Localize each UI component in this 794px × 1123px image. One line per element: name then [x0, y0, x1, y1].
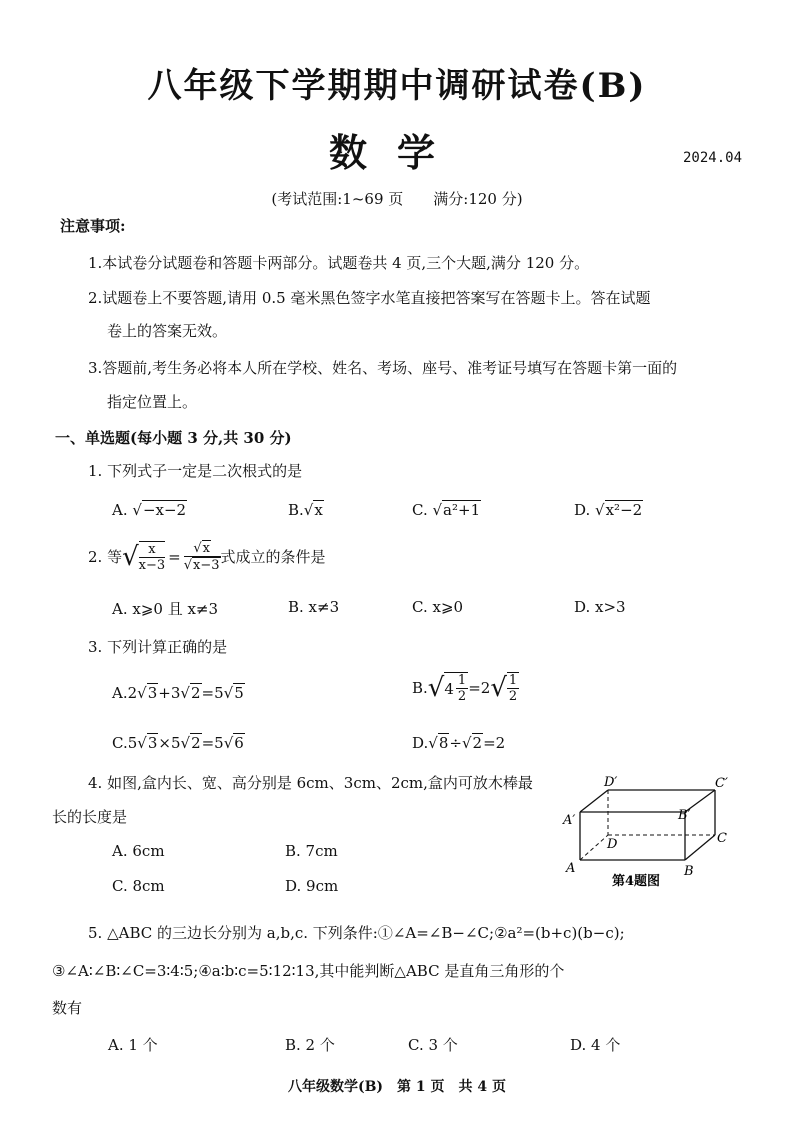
- label-c: C: [717, 831, 727, 846]
- q5-line3: 数有: [52, 999, 83, 1017]
- q1-option-d: D. √x²−2: [574, 501, 643, 519]
- notice-item-3-cont: 指定位置上。: [107, 393, 198, 411]
- q5-line2: ③∠A∶∠B∶∠C=3∶4∶5;④a∶b∶c=5∶12∶13,其中能判断△ABC 是直角三角形的个: [52, 962, 565, 980]
- radicand: a²+1: [443, 501, 481, 519]
- notice-heading: 注意事项:: [60, 217, 126, 235]
- q4-line1: 4. 如图,盒内长、宽、高分别是 6cm、3cm、2cm,盒内可放木棒最: [88, 774, 533, 792]
- q4-option-c: C. 8cm: [112, 877, 165, 895]
- notice-item-2-cont: 卷上的答案无效。: [107, 322, 228, 340]
- page-footer: 八年级数学(B) 第 1 页 共 4 页: [287, 1079, 507, 1095]
- q4-option-b: B. 7cm: [285, 842, 338, 860]
- q2-prefix: 2. 等: [88, 548, 123, 566]
- q4-option-a: A. 6cm: [112, 842, 165, 860]
- q2-fraction-left: $\frac{x}{x-3}$: [138, 541, 166, 573]
- option-label: D.: [574, 501, 591, 519]
- label-d: D: [607, 837, 618, 852]
- label-c-prime: C′: [715, 776, 728, 791]
- q3-stem: 3. 下列计算正确的是: [88, 638, 228, 656]
- q5-option-d: D. 4 个: [570, 1036, 621, 1054]
- q5-option-a: A. 1 个: [108, 1036, 158, 1054]
- q1-option-c: C. √a²+1: [412, 501, 481, 519]
- label-b: B: [684, 864, 694, 879]
- q4-box-figure: [560, 772, 750, 892]
- q3-option-b: B. √ 4 $\frac{1}{2}$ =2 √ $\frac{1}{2}$: [412, 673, 518, 704]
- q2-option-b: B. x≠3: [288, 598, 340, 616]
- label-b-prime: B′: [678, 808, 691, 823]
- q2-fraction-right: $\frac{√x}{√x-3}$: [183, 541, 220, 573]
- option-label: C.: [412, 501, 428, 519]
- subject-title: 数学: [328, 130, 465, 175]
- q2-suffix: 式成立的条件是: [220, 548, 326, 566]
- q4-option-d: D. 9cm: [285, 877, 339, 895]
- option-label: A.: [112, 501, 128, 519]
- option-label: B.: [288, 501, 304, 519]
- notice-item-1: 1.本试卷分试题卷和答题卡两部分。试题卷共 4 页,三个大题,满分 120 分。: [88, 254, 590, 272]
- radicand: x²−2: [605, 501, 643, 519]
- exam-date: 2024.04: [683, 150, 743, 166]
- q3-option-a: A.2√3+3√2=5√5: [112, 684, 244, 702]
- notice-item-3: 3.答题前,考生务必将本人所在学校、姓名、考场、座号、准考证号填写在答题卡第一面的: [88, 359, 678, 377]
- q3-option-d: D.√8÷√2=2: [412, 734, 506, 752]
- radicand: x: [314, 501, 323, 519]
- q2-option-a: A. x⩾0 且 x≠3: [112, 600, 219, 618]
- label-a: A: [566, 861, 576, 876]
- notice-item-2: 2.试题卷上不要答题,请用 0.5 毫米黑色签字水笔直接把答案写在答题卡上。答在试题: [88, 289, 651, 307]
- q3-option-c: C.5√3×5√2=5√6: [112, 734, 244, 752]
- q5-option-b: B. 2 个: [285, 1036, 335, 1054]
- exam-scope: (考试范围:1~69 页 满分:120 分): [271, 190, 523, 208]
- q1-option-b: B.√x: [288, 501, 323, 519]
- section-heading: 一、单选题(每小题 3 分,共 30 分): [55, 429, 292, 447]
- q1-option-a: A. √−x−2: [112, 501, 187, 519]
- radicand: −x−2: [142, 501, 187, 519]
- q5-option-c: C. 3 个: [408, 1036, 458, 1054]
- label-a-prime: A′: [563, 813, 576, 828]
- q2-stem: 2. 等 √ $\frac{x}{x-3}$ = $\frac{√x}{√x-3}$ 式成立的条件是: [88, 541, 326, 573]
- q1-stem: 1. 下列式子一定是二次根式的是: [88, 462, 303, 480]
- q2-option-c: C. x⩾0: [412, 598, 464, 616]
- label-d-prime: D′: [604, 775, 618, 790]
- q5-line1: 5. △ABC 的三边长分别为 a,b,c. 下列条件:①∠A=∠B−∠C;②a²=(b+c)(b−c);: [88, 924, 625, 942]
- figure-caption: 第4题图: [612, 874, 661, 889]
- q2-option-d: D. x>3: [574, 598, 626, 616]
- page-title: 八年级下学期期中调研试卷(B): [147, 66, 647, 106]
- q4-line2: 长的长度是: [52, 808, 128, 826]
